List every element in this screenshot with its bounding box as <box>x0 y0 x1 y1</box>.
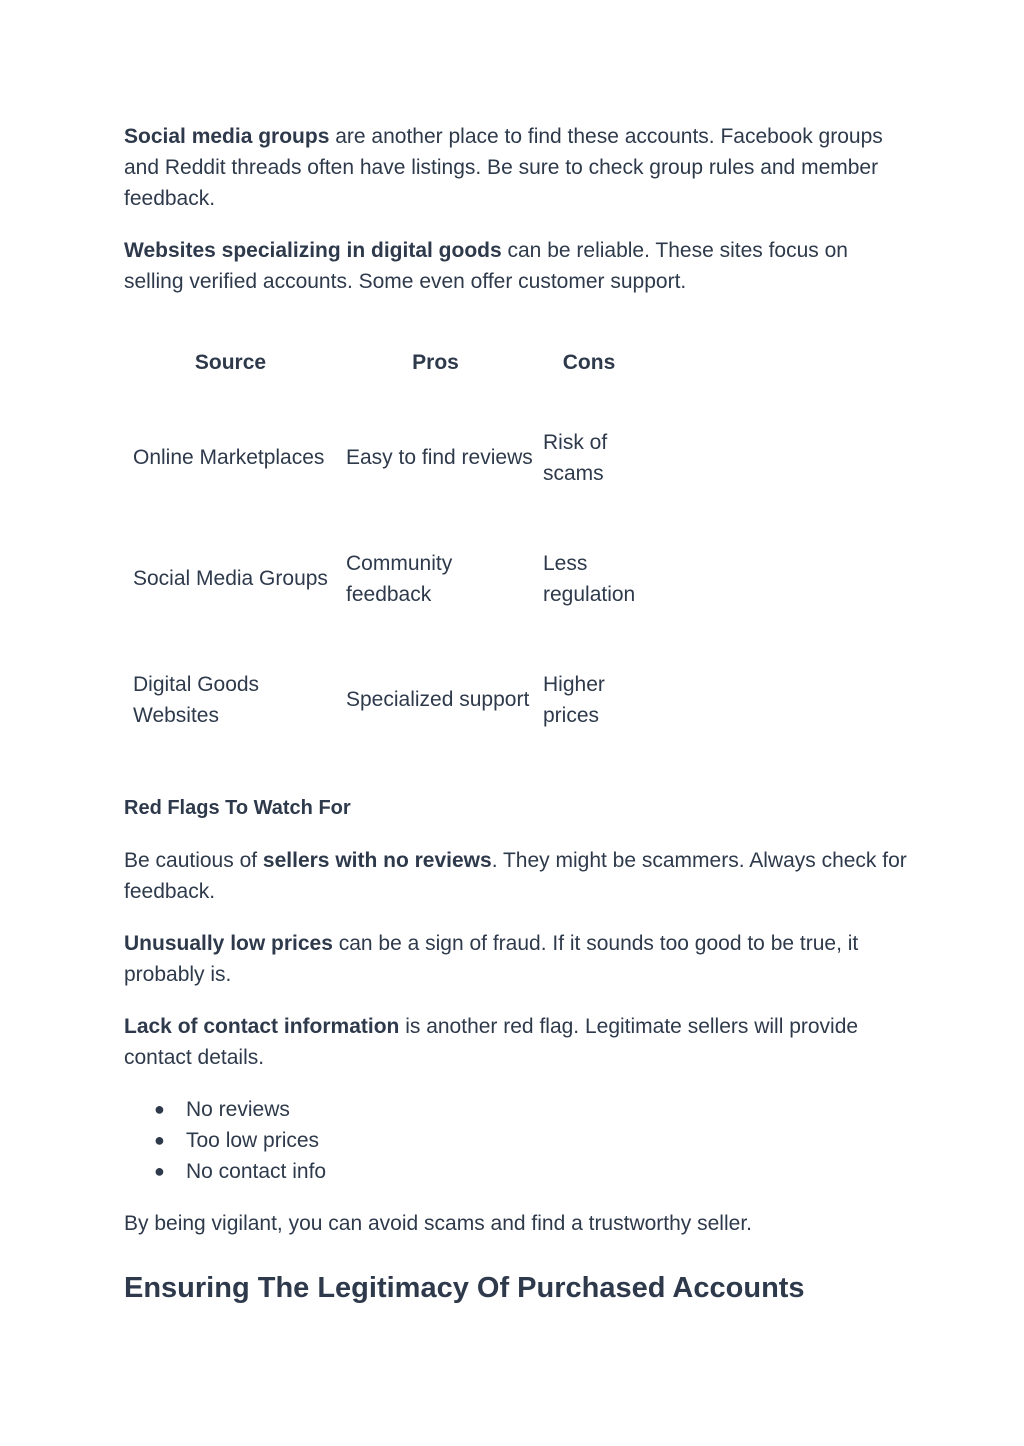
table-cell-source: Online Marketplaces <box>133 446 325 469</box>
table-row <box>124 639 644 760</box>
list-item <box>124 1125 914 1156</box>
table-cell-cons: Less regulation <box>543 551 636 606</box>
table-cell-source: Digital Goods Websites <box>133 672 260 727</box>
paragraph-text: Be cautious of <box>124 849 263 872</box>
list-item-text: Too low prices <box>186 1129 320 1152</box>
bold-low-prices: Unusually low prices <box>124 932 333 955</box>
section-heading: Ensuring The Legitimacy Of Purchased Accounts <box>124 1272 805 1304</box>
header-cons: Cons <box>562 350 616 374</box>
paragraph-low-prices <box>124 928 914 990</box>
list-item-text: No reviews <box>186 1098 290 1121</box>
table-row <box>124 397 644 518</box>
bold-social-media-groups: Social media groups <box>124 125 330 148</box>
red-flags-list <box>124 1094 914 1187</box>
paragraph-text: can be a sign of fraud. If it sounds too good to be true, it probably is. <box>124 932 859 986</box>
table-cell-cons: Higher prices <box>543 672 605 727</box>
table-row <box>124 518 644 639</box>
bold-sellers-no-reviews: sellers with no reviews <box>262 849 492 872</box>
table-cell-pros: Community feedback <box>346 551 453 606</box>
paragraph-no-reviews <box>124 845 914 907</box>
table-header-row <box>124 327 644 397</box>
list-item-text: No contact info <box>186 1160 327 1183</box>
bullet-icon: ● <box>154 1161 165 1181</box>
paragraph-text: . They might be scammers. Always check for feedback. <box>124 849 907 903</box>
intro-section <box>124 121 904 297</box>
paragraph-text: are another place to find these accounts. Facebook groups and Reddit threads often have listings. Be sure to check group rules and member feedback. <box>124 125 883 210</box>
list-item <box>124 1156 914 1187</box>
header-source: Source <box>194 350 267 374</box>
bold-contact-info: Lack of contact information <box>124 1015 400 1038</box>
bullet-icon: ● <box>154 1130 165 1150</box>
comparison-table <box>124 327 644 760</box>
paragraph-digital-goods-websites <box>124 235 904 297</box>
paragraph-social-media-groups <box>124 121 904 214</box>
bold-digital-goods: Websites specializing in digital goods <box>124 239 502 262</box>
red-flags-heading: Red Flags To Watch For <box>124 797 351 819</box>
paragraph-contact-info <box>124 1011 914 1073</box>
red-flags-section <box>124 793 914 1307</box>
list-item <box>124 1094 914 1125</box>
table-cell-pros: Easy to find reviews <box>346 446 533 469</box>
paragraph-text: can be reliable. These sites focus on selling verified accounts. Some even offer customer support. <box>124 239 848 293</box>
header-pros: Pros <box>412 350 459 374</box>
paragraph-closing: By being vigilant, you can avoid scams and find a trustworthy seller. <box>124 1212 752 1235</box>
bullet-icon: ● <box>154 1099 165 1119</box>
paragraph-text: is another red flag. Legitimate sellers will provide contact details. <box>124 1015 859 1069</box>
table-cell-pros: Specialized support <box>346 688 530 711</box>
table-cell-cons: Risk of scams <box>543 430 608 485</box>
table-cell-source: Social Media Groups <box>133 567 328 590</box>
